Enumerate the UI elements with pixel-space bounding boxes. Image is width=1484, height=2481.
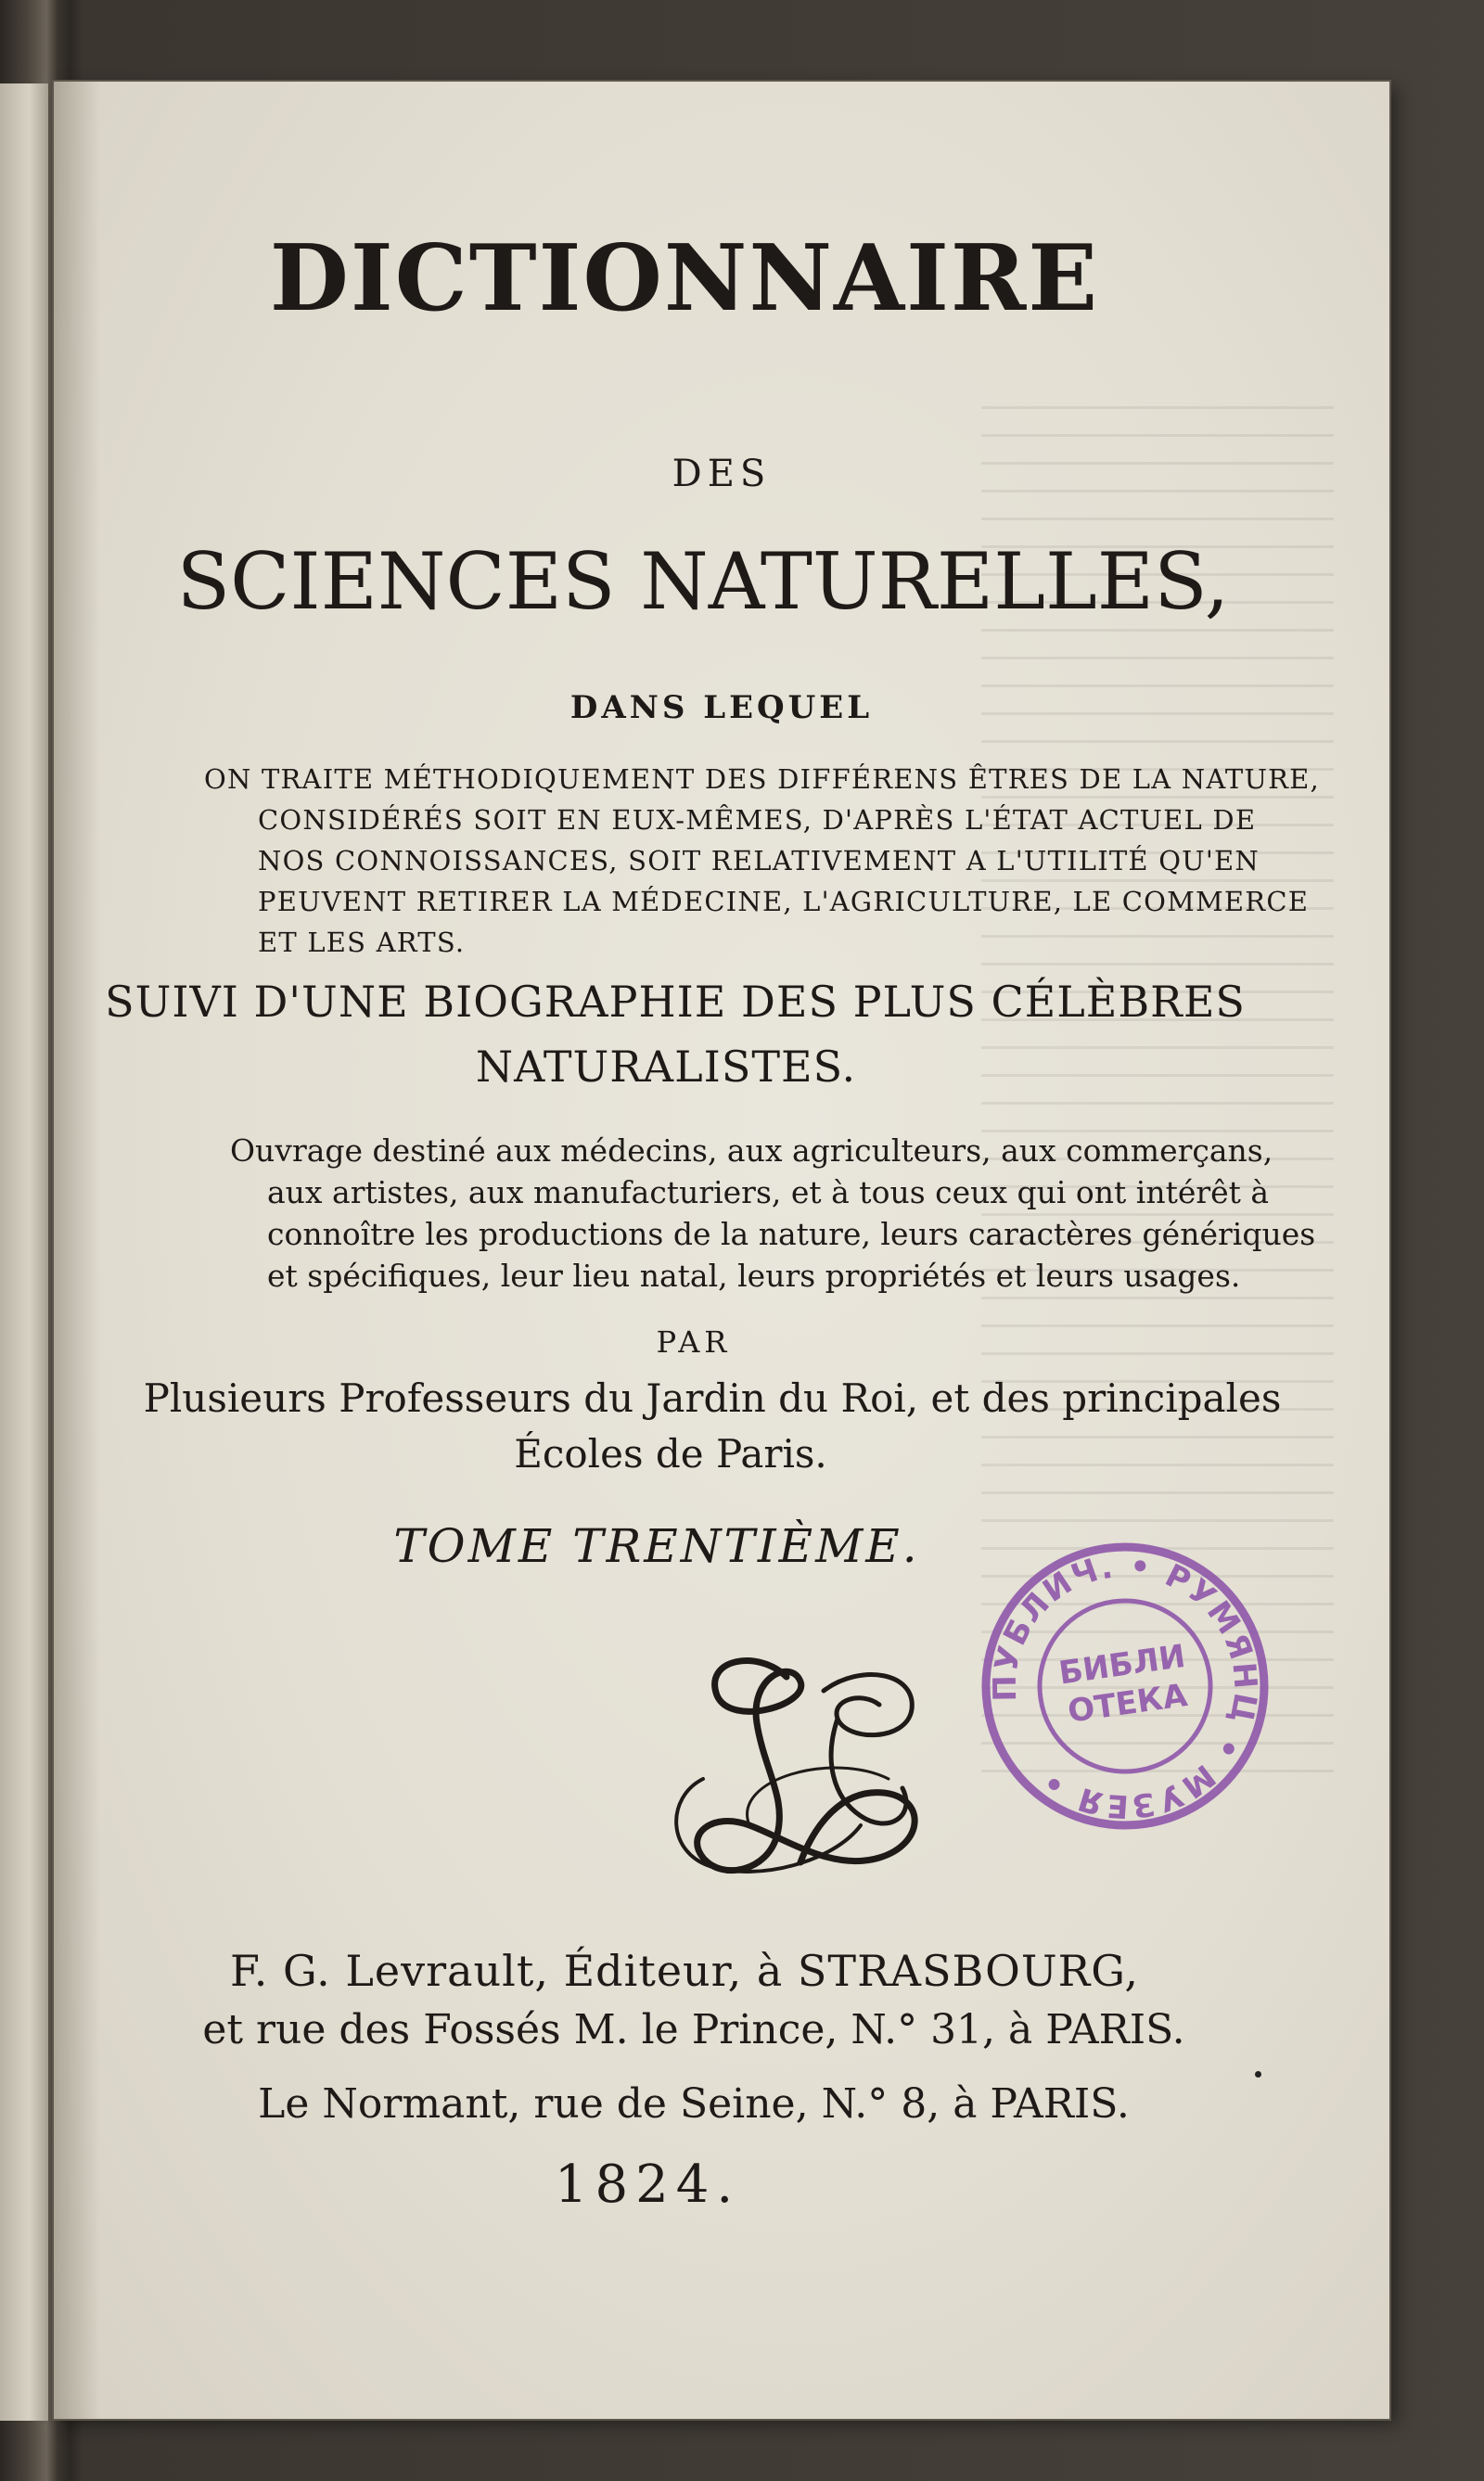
publisher-line-3: Le Normant, rue de Seine, N.° 8, à PARIS.: [258, 2080, 1130, 2128]
ouvrage-line: connoître les productions de la nature, leurs caractères génériques: [267, 1216, 1316, 1252]
stamp-ring-text: ПУБЛИЧ. • РУМЯНЦ • МУЗЕЯ •: [986, 1547, 1264, 1825]
monogram-LF-icon: [647, 1640, 953, 1909]
publisher-line-1: F. G. Levrault, Éditeur, à STRASBOURG,: [230, 1946, 1139, 1996]
description-line: ON TRAITE MÉTHODIQUEMENT DES DIFFÉRENS ÊTRES DE LA NATURE,: [204, 763, 1320, 795]
stamp-center-text-1: БИБЛИ: [1056, 1637, 1188, 1693]
description-line: PEUVENT RETIRER LA MÉDECINE, L'AGRICULTURE, LE COMMERCE: [258, 886, 1310, 917]
description-line: ET LES ARTS.: [258, 927, 466, 958]
title-page: [54, 82, 1389, 2419]
ouvrage-paragraph: [230, 1130, 1343, 1297]
authors-line-1: Plusieurs Professeurs du Jardin du Roi, et des principales: [143, 1375, 1282, 1421]
book-subtitle: SCIENCES NATURELLES,: [176, 536, 1230, 627]
par-label: PAR: [656, 1324, 732, 1360]
left-page-edge: [0, 83, 50, 2421]
book-title: DICTIONNAIRE: [269, 225, 1100, 332]
ouvrage-line: aux artistes, aux manufacturiers, et à tous ceux qui ont intérêt à: [267, 1174, 1270, 1210]
publication-year: 1824.: [554, 2155, 741, 2215]
stamp-center-text-2: ОТЕКА: [1065, 1677, 1190, 1731]
library-stamp-icon: [967, 1528, 1283, 1844]
publisher-line-2: et rue des Fossés M. le Prince, N.° 31, à PARIS.: [202, 2006, 1185, 2053]
ouvrage-line: et spécifiques, leur lieu natal, leurs propriétés et leurs usages.: [267, 1258, 1241, 1294]
dans-lequel-heading: DANS LEQUEL: [569, 689, 874, 726]
volume-label: TOME TRENTIÈME.: [393, 1519, 920, 1573]
description-line: NOS CONNOISSANCES, SOIT RELATIVEMENT A L'UTILITÉ QU'EN: [258, 845, 1260, 876]
ouvrage-line: Ouvrage destiné aux médecins, aux agriculteurs, aux commerçans,: [230, 1132, 1273, 1169]
title-connector: DES: [672, 453, 772, 495]
biography-heading-2: NATURALISTES.: [475, 1042, 857, 1092]
biography-heading: SUIVI D'UNE BIOGRAPHIE DES PLUS CÉLÈBRES: [105, 977, 1246, 1027]
description-paragraph: [204, 759, 1324, 963]
description-line: CONSIDÉRÉS SOIT EN EUX-MÊMES, D'APRÈS L'ÉTAT ACTUEL DE: [258, 804, 1257, 836]
authors-line-2: Écoles de Paris.: [514, 1431, 827, 1477]
ink-speck: [1255, 2071, 1261, 2078]
